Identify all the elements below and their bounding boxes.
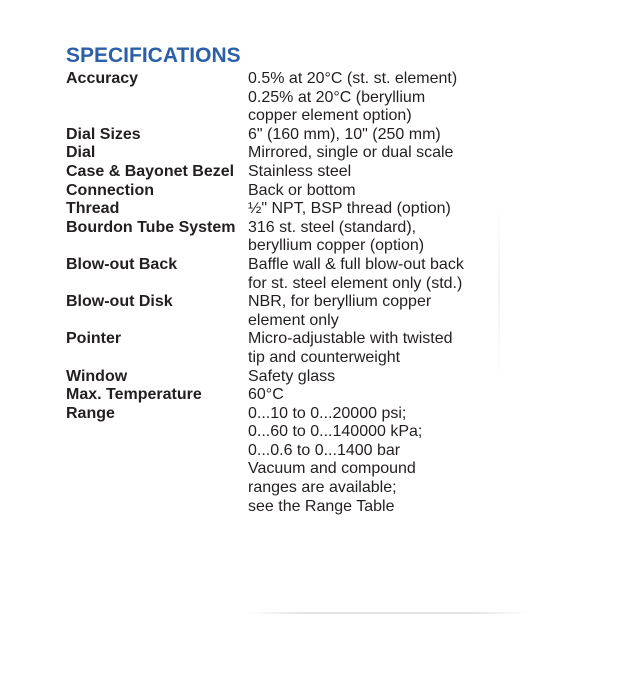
spec-row-max-temperature: [66, 386, 486, 405]
spec-value-line: Micro-adjustable with twisted: [248, 330, 453, 348]
spec-value: [248, 219, 486, 256]
spec-value-line: 0.5% at 20°C (st. st. element): [248, 70, 458, 87]
spec-label: Thread: [66, 200, 120, 218]
spec-value: [248, 163, 486, 182]
spec-label: Blow-out Back: [66, 255, 178, 273]
spec-value-line: 316 st. steel (standard),: [248, 218, 417, 236]
spec-row-blow-out-back: [66, 256, 486, 293]
faint-horizontal-divider: [246, 612, 528, 614]
spec-value-line: ranges are available;: [248, 479, 397, 497]
spec-label: Case & Bayonet Bezel: [66, 162, 235, 180]
spec-value-line: 60°C: [248, 386, 284, 404]
spec-label: Max. Temperature: [66, 386, 202, 404]
spec-row-range: [66, 405, 486, 517]
spec-label: Accuracy: [66, 70, 139, 87]
spec-label: Range: [66, 404, 115, 422]
spec-row-thread: [66, 200, 486, 219]
spec-row-connection: [66, 182, 486, 201]
spec-value: [248, 330, 486, 367]
spec-value-line: see the Range Table: [248, 497, 395, 515]
page-title: SPECIFICATIONS: [66, 44, 241, 67]
spec-value: [248, 405, 486, 517]
spec-value-line: copper element option): [248, 107, 412, 125]
spec-value: [248, 293, 486, 330]
spec-row-dial: [66, 144, 486, 163]
spec-value-line: Stainless steel: [248, 162, 352, 180]
spec-value: [248, 256, 486, 293]
spec-row-bourdon-tube: [66, 219, 486, 256]
spec-value-line: 0.25% at 20°C (beryllium: [248, 88, 426, 106]
spec-value: [248, 182, 486, 201]
spec-value-line: Baffle wall & full blow-out back: [248, 255, 464, 273]
spec-value-line: 0...10 to 0...20000 psi;: [248, 404, 407, 422]
spec-value: [248, 144, 486, 163]
specifications-table: [66, 70, 486, 516]
spec-value-line: ½" NPT, BSP thread (option): [248, 200, 451, 218]
spec-row-accuracy: [66, 70, 486, 126]
spec-value-line: for st. steel element only (std.): [248, 274, 463, 292]
spec-value: [248, 200, 486, 219]
spec-value-line: NBR, for beryllium copper: [248, 293, 432, 311]
spec-value-line: 6" (160 mm), 10" (250 mm): [248, 125, 441, 143]
spec-label: Window: [66, 367, 128, 385]
spec-value-line: 0...60 to 0...140000 kPa;: [248, 423, 423, 441]
spec-value-line: 0...0.6 to 0...1400 bar: [248, 441, 401, 459]
spec-value: [248, 386, 486, 405]
spec-value-line: Safety glass: [248, 367, 336, 385]
spec-value-line: tip and counterweight: [248, 348, 401, 366]
spec-value-line: element only: [248, 311, 339, 329]
spec-row-dial-sizes: [66, 126, 486, 145]
spec-value-line: beryllium copper (option): [248, 237, 425, 255]
spec-label: Dial Sizes: [66, 125, 141, 143]
spec-value: [248, 126, 486, 145]
spec-label: Pointer: [66, 330, 122, 348]
spec-row-case-bezel: [66, 163, 486, 182]
spec-value-line: Back or bottom: [248, 181, 356, 199]
spec-row-window: [66, 368, 486, 387]
spec-label: Blow-out Disk: [66, 293, 173, 311]
faint-vertical-divider: [498, 200, 500, 380]
spec-value: [248, 70, 486, 126]
spec-row-blow-out-disk: [66, 293, 486, 330]
spec-value: [248, 368, 486, 387]
spec-label: Dial: [66, 144, 96, 162]
spec-label: Bourdon Tube System: [66, 218, 236, 236]
spec-value-line: Mirrored, single or dual scale: [248, 144, 454, 162]
spec-label: Connection: [66, 181, 154, 199]
spec-value-line: Vacuum and compound: [248, 460, 416, 478]
spec-row-pointer: [66, 330, 486, 367]
